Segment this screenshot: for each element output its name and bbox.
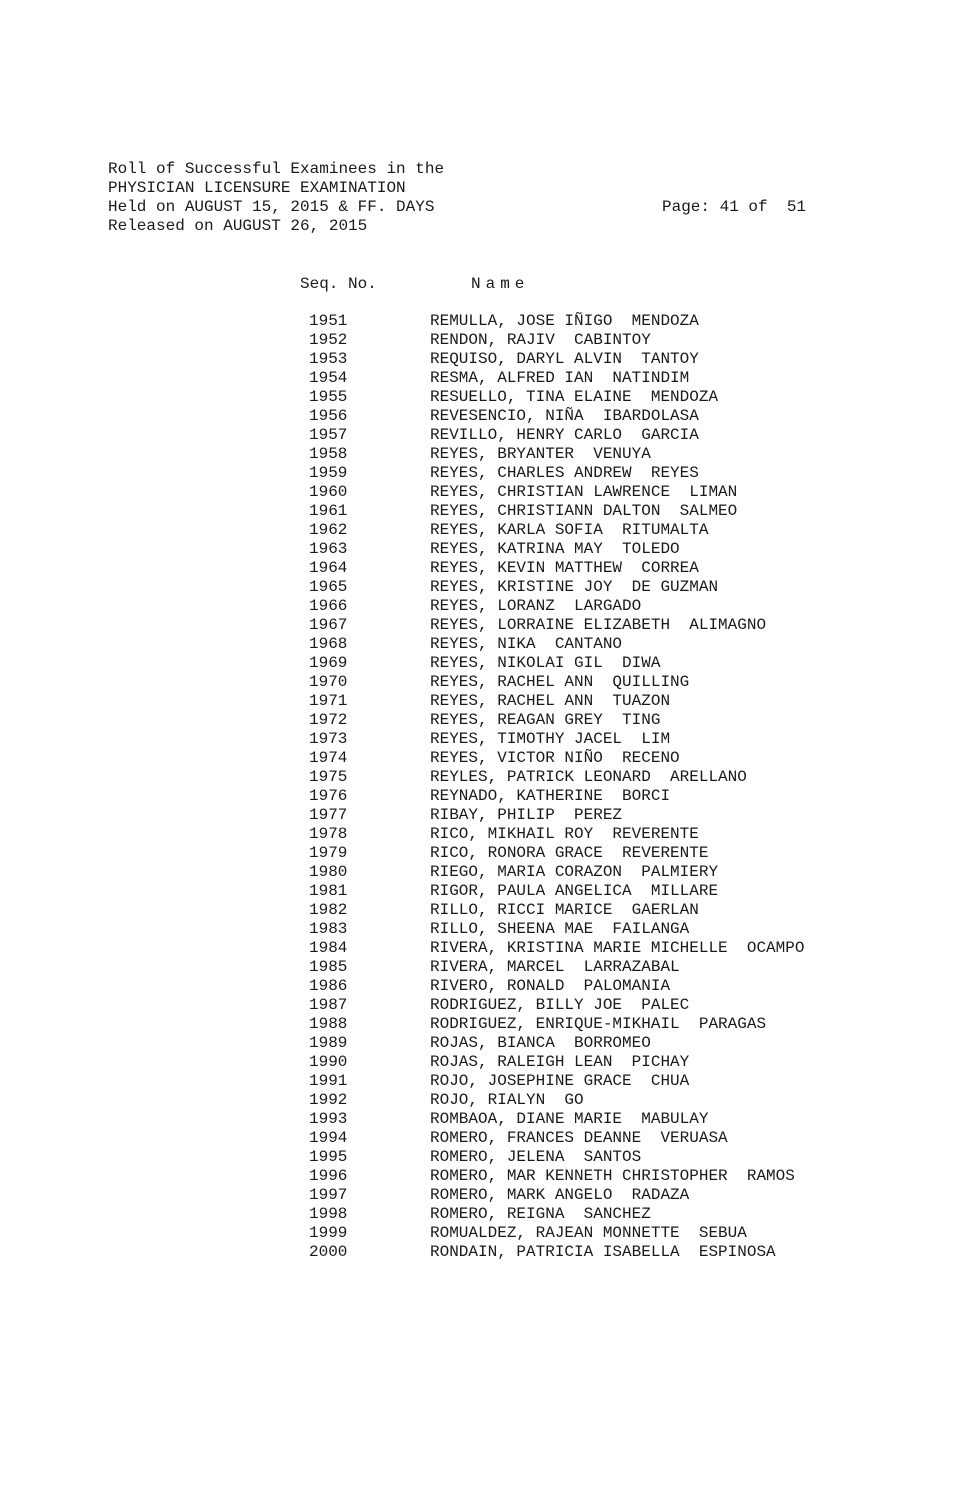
list-item	[0, 654, 978, 673]
list-item	[0, 787, 978, 806]
seq-number: 1980	[309, 863, 348, 881]
seq-number: 1970	[309, 673, 348, 691]
seq-number: 1991	[309, 1072, 348, 1090]
seq-number: 1952	[309, 331, 348, 349]
list-item	[0, 407, 978, 426]
examinee-name: RILLO, SHEENA MAE FAILANGA	[430, 920, 690, 938]
list-item	[0, 616, 978, 635]
examinee-name: REYLES, PATRICK LEONARD ARELLANO	[430, 768, 747, 786]
list-item	[0, 882, 978, 901]
list-item	[0, 730, 978, 749]
examinee-name: RIGOR, PAULA ANGELICA MILLARE	[430, 882, 719, 900]
seq-number: 1951	[309, 312, 348, 330]
list-item	[0, 1224, 978, 1243]
seq-number: 1962	[309, 521, 348, 539]
examinee-name: REYES, LORRAINE ELIZABETH ALIMAGNO	[430, 616, 767, 634]
examinee-name: ROMERO, FRANCES DEANNE VERUASA	[430, 1129, 728, 1147]
seq-number: 1998	[309, 1205, 348, 1223]
examinee-name: RONDAIN, PATRICIA ISABELLA ESPINOSA	[430, 1243, 776, 1261]
list-item	[0, 559, 978, 578]
list-item	[0, 502, 978, 521]
list-item	[0, 711, 978, 730]
list-item	[0, 426, 978, 445]
seq-number: 1985	[309, 958, 348, 976]
seq-number: 1989	[309, 1034, 348, 1052]
header-exam-name: PHYSICIAN LICENSURE EXAMINATION	[108, 179, 406, 197]
examinee-name: ROMBAOA, DIANE MARIE MABULAY	[430, 1110, 709, 1128]
list-item	[0, 844, 978, 863]
examinee-name: REYES, CHRISTIAN LAWRENCE LIMAN	[430, 483, 738, 501]
column-header-seq-no: Seq. No.	[300, 275, 377, 293]
header-title-line: Roll of Successful Examinees in the	[108, 160, 445, 178]
seq-number: 1981	[309, 882, 348, 900]
header-held-date: Held on AUGUST 15, 2015 & FF. DAYS	[108, 198, 435, 216]
examinee-name: ROMERO, JELENA SANTOS	[430, 1148, 642, 1166]
seq-number: 1978	[309, 825, 348, 843]
header-released-date: Released on AUGUST 26, 2015	[108, 217, 368, 235]
seq-number: 1977	[309, 806, 348, 824]
examinee-list	[0, 312, 978, 1262]
list-item	[0, 673, 978, 692]
examinee-name: REYES, CHARLES ANDREW REYES	[430, 464, 699, 482]
examinee-name: RESMA, ALFRED IAN NATINDIM	[430, 369, 690, 387]
examinee-name: RIEGO, MARIA CORAZON PALMIERY	[430, 863, 719, 881]
examinee-name: REYES, VICTOR NIÑO RECENO	[430, 749, 680, 767]
list-item	[0, 369, 978, 388]
seq-number: 1988	[309, 1015, 348, 1033]
examinee-name: REVILLO, HENRY CARLO GARCIA	[430, 426, 699, 444]
seq-number: 1979	[309, 844, 348, 862]
seq-number: 1983	[309, 920, 348, 938]
list-item	[0, 540, 978, 559]
list-item	[0, 977, 978, 996]
examinee-name: ROJAS, RALEIGH LEAN PICHAY	[430, 1053, 690, 1071]
seq-number: 1997	[309, 1186, 348, 1204]
list-item	[0, 958, 978, 977]
column-header-name: Name	[471, 275, 530, 293]
seq-number: 1994	[309, 1129, 348, 1147]
list-item	[0, 825, 978, 844]
seq-number: 1967	[309, 616, 348, 634]
list-item	[0, 635, 978, 654]
examinee-name: ROMERO, MAR KENNETH CHRISTOPHER RAMOS	[430, 1167, 795, 1185]
seq-number: 1953	[309, 350, 348, 368]
seq-number: 1972	[309, 711, 348, 729]
seq-number: 1984	[309, 939, 348, 957]
list-item	[0, 331, 978, 350]
examinee-name: REQUISO, DARYL ALVIN TANTOY	[430, 350, 699, 368]
list-item	[0, 901, 978, 920]
seq-number: 1986	[309, 977, 348, 995]
list-item	[0, 1015, 978, 1034]
list-item	[0, 1167, 978, 1186]
list-item	[0, 1205, 978, 1224]
examinee-name: ROMUALDEZ, RAJEAN MONNETTE SEBUA	[430, 1224, 747, 1242]
examinee-name: ROMERO, MARK ANGELO RADAZA	[430, 1186, 690, 1204]
examinee-name: REYES, KARLA SOFIA RITUMALTA	[430, 521, 709, 539]
examinee-name: REYES, NIKA CANTANO	[430, 635, 623, 653]
list-item	[0, 1053, 978, 1072]
seq-number: 1975	[309, 768, 348, 786]
seq-number: 1958	[309, 445, 348, 463]
examinee-name: RODRIGUEZ, BILLY JOE PALEC	[430, 996, 690, 1014]
list-item	[0, 863, 978, 882]
list-item	[0, 1072, 978, 1091]
seq-number: 1993	[309, 1110, 348, 1128]
list-item	[0, 939, 978, 958]
list-item	[0, 483, 978, 502]
seq-number: 2000	[309, 1243, 348, 1261]
examinee-name: REYES, BRYANTER VENUYA	[430, 445, 651, 463]
list-item	[0, 920, 978, 939]
examinee-name: REYES, RACHEL ANN QUILLING	[430, 673, 690, 691]
seq-number: 1976	[309, 787, 348, 805]
examinee-name: REYES, REAGAN GREY TING	[430, 711, 661, 729]
list-item	[0, 445, 978, 464]
seq-number: 1954	[309, 369, 348, 387]
examinee-name: RIVERA, MARCEL LARRAZABAL	[430, 958, 680, 976]
seq-number: 1955	[309, 388, 348, 406]
examinee-name: ROMERO, REIGNA SANCHEZ	[430, 1205, 651, 1223]
seq-number: 1999	[309, 1224, 348, 1242]
list-item	[0, 597, 978, 616]
seq-number: 1995	[309, 1148, 348, 1166]
seq-number: 1969	[309, 654, 348, 672]
examinee-name: RODRIGUEZ, ENRIQUE-MIKHAIL PARAGAS	[430, 1015, 767, 1033]
examinee-name: REYES, CHRISTIANN DALTON SALMEO	[430, 502, 738, 520]
examinee-name: REYES, KEVIN MATTHEW CORREA	[430, 559, 699, 577]
seq-number: 1968	[309, 635, 348, 653]
list-item	[0, 464, 978, 483]
list-item	[0, 1129, 978, 1148]
seq-number: 1971	[309, 692, 348, 710]
list-item	[0, 388, 978, 407]
examinee-name: REYES, TIMOTHY JACEL LIM	[430, 730, 671, 748]
list-item	[0, 312, 978, 331]
list-item	[0, 768, 978, 787]
seq-number: 1963	[309, 540, 348, 558]
examinee-name: REYES, KATRINA MAY TOLEDO	[430, 540, 680, 558]
list-item	[0, 521, 978, 540]
examinee-name: ROJAS, BIANCA BORROMEO	[430, 1034, 651, 1052]
list-item	[0, 1034, 978, 1053]
examinee-name: RICO, RONORA GRACE REVERENTE	[430, 844, 709, 862]
examinee-name: RICO, MIKHAIL ROY REVERENTE	[430, 825, 699, 843]
seq-number: 1974	[309, 749, 348, 767]
examinee-name: REYES, KRISTINE JOY DE GUZMAN	[430, 578, 719, 596]
examinee-name: REYES, LORANZ LARGADO	[430, 597, 642, 615]
seq-number: 1961	[309, 502, 348, 520]
examinee-name: REVESENCIO, NIÑA IBARDOLASA	[430, 407, 699, 425]
seq-number: 1966	[309, 597, 348, 615]
examinee-name: RILLO, RICCI MARICE GAERLAN	[430, 901, 699, 919]
list-item	[0, 996, 978, 1015]
seq-number: 1990	[309, 1053, 348, 1071]
list-item	[0, 1186, 978, 1205]
seq-number: 1973	[309, 730, 348, 748]
examinee-name: REYES, NIKOLAI GIL DIWA	[430, 654, 661, 672]
examinee-name: REYNADO, KATHERINE BORCI	[430, 787, 671, 805]
page-indicator: Page: 41 of 51	[662, 198, 807, 216]
examinee-name: REYES, RACHEL ANN TUAZON	[430, 692, 671, 710]
examinee-name: RIBAY, PHILIP PEREZ	[430, 806, 623, 824]
examinee-name: RESUELLO, TINA ELAINE MENDOZA	[430, 388, 719, 406]
document-header	[108, 160, 828, 236]
list-item	[0, 1243, 978, 1262]
seq-number: 1982	[309, 901, 348, 919]
seq-number: 1964	[309, 559, 348, 577]
seq-number: 1959	[309, 464, 348, 482]
seq-number: 1965	[309, 578, 348, 596]
examinee-name: ROJO, RIALYN GO	[430, 1091, 584, 1109]
seq-number: 1992	[309, 1091, 348, 1109]
list-item	[0, 350, 978, 369]
examinee-name: ROJO, JOSEPHINE GRACE CHUA	[430, 1072, 690, 1090]
seq-number: 1957	[309, 426, 348, 444]
seq-number: 1956	[309, 407, 348, 425]
list-item	[0, 749, 978, 768]
list-item	[0, 578, 978, 597]
list-item	[0, 1148, 978, 1167]
list-item	[0, 1091, 978, 1110]
examinee-name: RIVERA, KRISTINA MARIE MICHELLE OCAMPO	[430, 939, 805, 957]
seq-number: 1987	[309, 996, 348, 1014]
seq-number: 1996	[309, 1167, 348, 1185]
examinee-name: RENDON, RAJIV CABINTOY	[430, 331, 651, 349]
list-item	[0, 692, 978, 711]
examinee-name: REMULLA, JOSE IÑIGO MENDOZA	[430, 312, 699, 330]
list-item	[0, 806, 978, 825]
list-item	[0, 1110, 978, 1129]
seq-number: 1960	[309, 483, 348, 501]
examinee-name: RIVERO, RONALD PALOMANIA	[430, 977, 671, 995]
